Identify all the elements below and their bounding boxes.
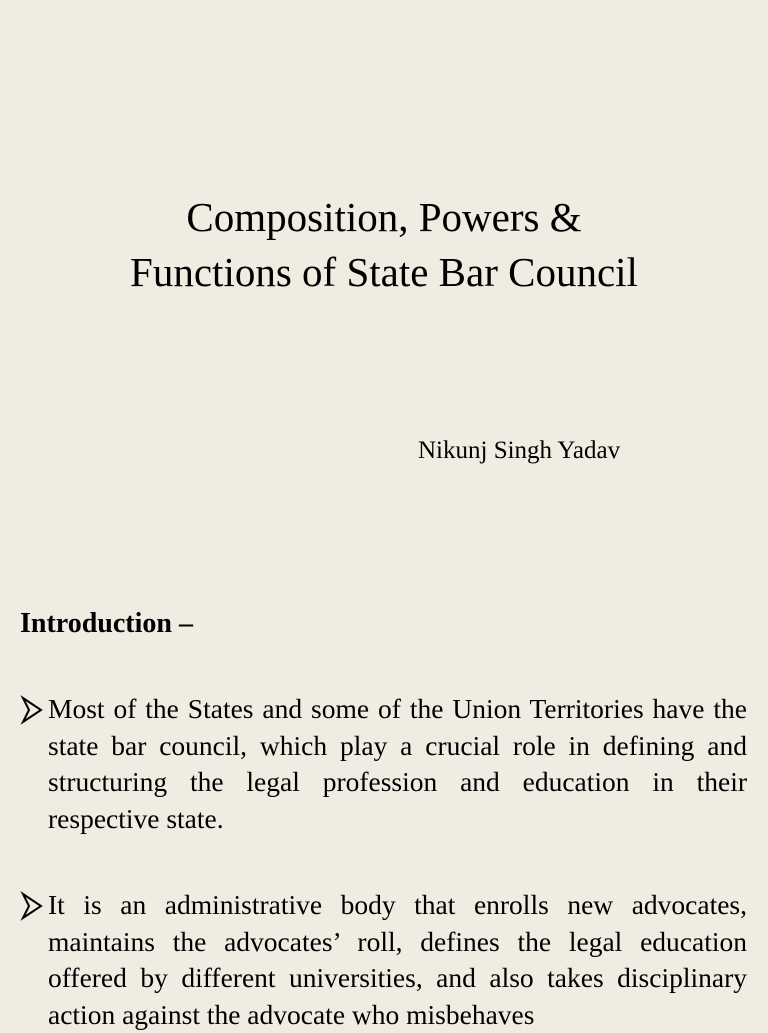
bullet-text-2: It is an administrative body that enrolls new advocates, maintains the advocates’ roll, defines the legal education offered by different universities, and also takes disciplinary action against the advocate who misbehaves xyxy=(48,889,747,1030)
bullet-item-1 xyxy=(20,691,747,837)
arrow-bullet-icon xyxy=(20,691,44,727)
bullet-text-1: Most of the States and some of the Union Territories have the state bar council, which play a crucial role in defining and structuring the legal profession and education in their respective state. xyxy=(48,693,747,834)
slide-title xyxy=(0,190,768,300)
author-name: Nikunj Singh Yadav xyxy=(418,437,621,464)
arrow-bullet-icon xyxy=(20,887,44,923)
bullet-item-2 xyxy=(20,887,747,1033)
introduction-heading: Introduction – xyxy=(20,608,193,639)
slide-title-line-2: Functions of State Bar Council xyxy=(130,249,638,295)
slide-title-line-1: Composition, Powers & xyxy=(186,194,582,240)
